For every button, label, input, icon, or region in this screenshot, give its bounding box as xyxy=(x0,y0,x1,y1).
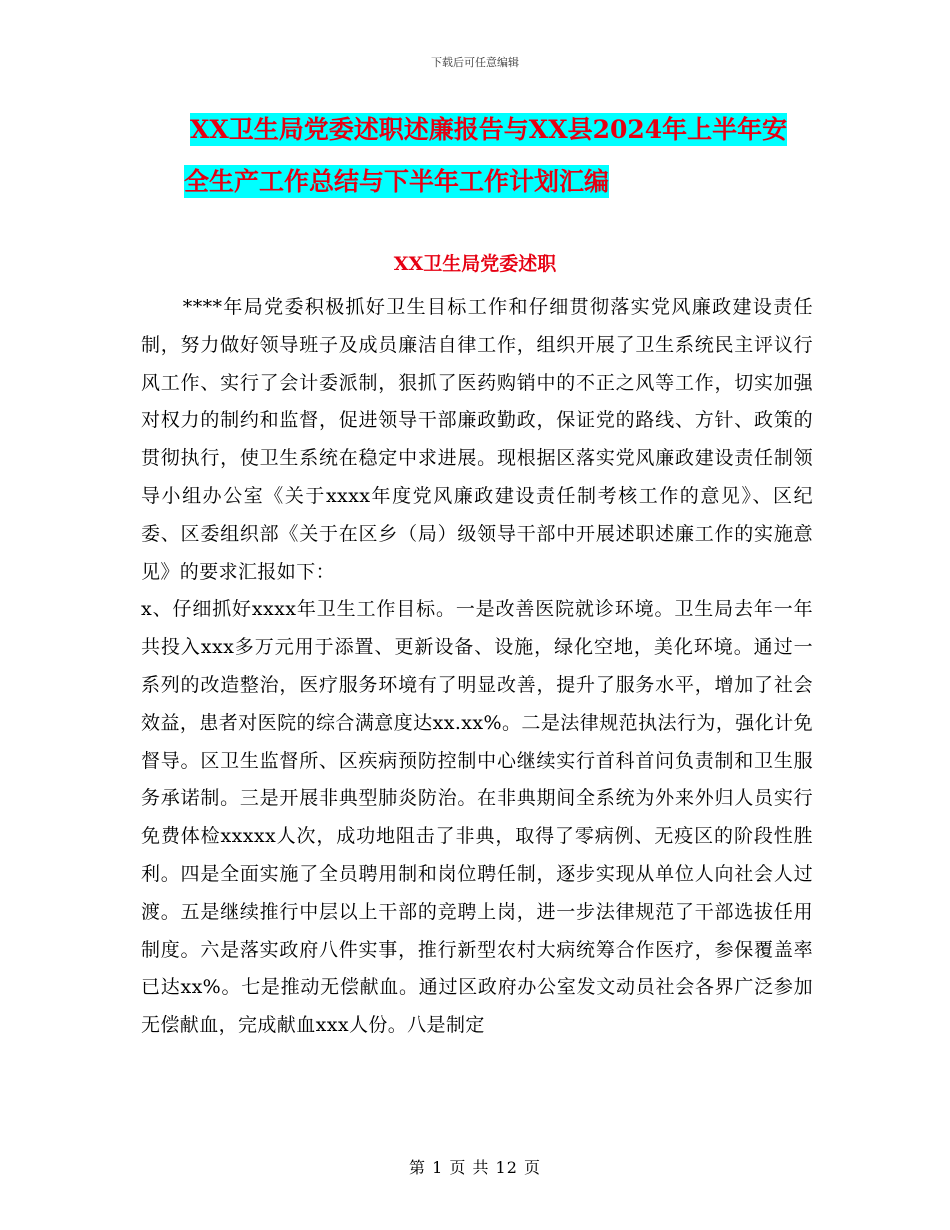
paragraph: ****年局党委积极抓好卫生目标工作和仔细贯彻落实党风廉政建设责任制，努力做好领导班子及成员廉洁自律工作，组织开展了卫生系统民主评议行风工作、实行了会计委派制，狠抓了医药购销中的不正之风等工作，切实加强对权力的制约和监督，促进领导干部廉政勤政，保证党的路线、方针、政策的贯彻执行，使卫生系统在稳定中求进展。现根据区落实党风廉政建设责任制领导小组办公室《关于xxxx年度党风廉政建设责任制考核工作的意见》、区纪委、区委组织部《关于在区乡（局）级领导干部中开展述职述廉工作的实施意见》的要求汇报如下： xyxy=(141,296,813,583)
paragraph: x、仔细抓好xxxx年卫生工作目标。一是改善医院就诊环境。卫生局去年一年共投入xxx多万元用于添置、更新设备、设施，绿化空地，美化环境。通过一系列的改造整治，医疗服务环境有了明显改善，提升了服务水平，增加了社会效益，患者对医院的综合满意度达xx.xx%。二是法律规范执法行为，强化计免督导。区卫生监督所、区疾病预防控制中心继续实行首科首问负责制和卫生服务承诺制。三是开展非典型肺炎防治。在非典期间全系统为外来外归人员实行免费体检xxxxx人次，成功地阻击了非典，取得了零病例、无疫区的阶段性胜利。四是全面实施了全员聘用制和岗位聘任制，逐步实现从单位人向社会人过渡。五是继续推行中层以上干部的竞聘上岗，进一步法律规范了干部选拔任用制度。六是落实政府八件实事，推行新型农村大病统筹合作医疗，参保覆盖率已达xx%。七是推动无偿献血。通过区政府办公室发文动员社会各界广泛参加无偿献血，完成献血xxx人份。八是制定 xyxy=(141,598,813,1037)
title-line-1: XX卫生局党委述职述廉报告与XX县2024年上半年安 xyxy=(190,115,788,144)
document-body xyxy=(141,289,813,1045)
page-header-note: 下载后可任意编辑 xyxy=(431,56,519,69)
section-heading: XX卫生局党委述职 xyxy=(393,253,557,275)
title-line-2: 全生产工作总结与下半年工作计划汇编 xyxy=(184,167,610,196)
document-title xyxy=(184,104,820,208)
page-number: 第 1 页 共 12 页 xyxy=(409,1158,541,1177)
